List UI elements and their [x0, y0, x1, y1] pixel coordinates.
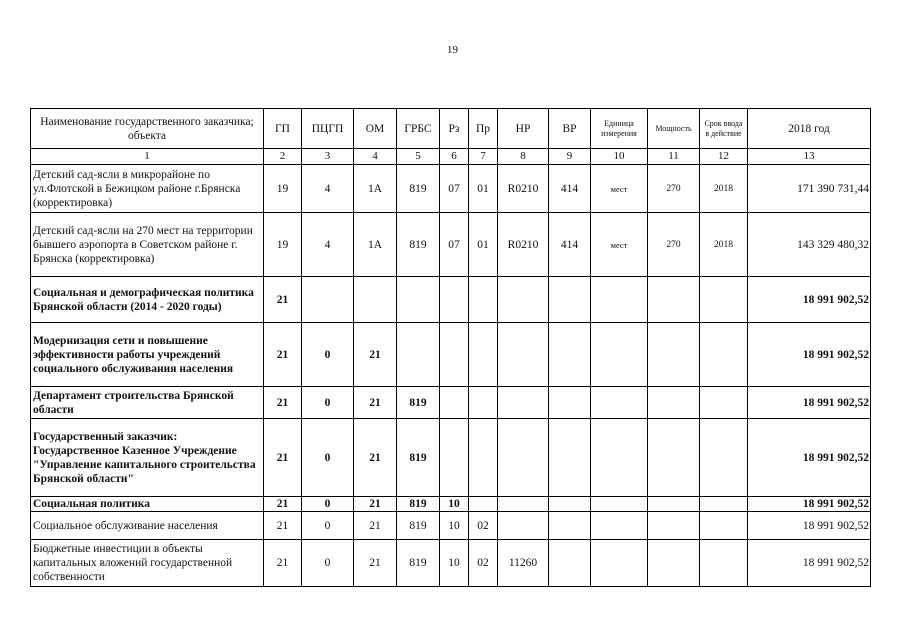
- cell-vr: [549, 387, 591, 419]
- cell-unit: мест: [591, 213, 648, 277]
- cell-rz: [440, 323, 469, 387]
- cell-name: Модернизация сети и повышение эффективности работы учреждений социального обслуживания населения: [31, 323, 264, 387]
- cell-amount: 18 991 902,52: [748, 387, 871, 419]
- column-number: 8: [498, 149, 549, 165]
- header-ppgp: ПЦГП: [302, 109, 354, 149]
- header-gp: ГП: [264, 109, 302, 149]
- cell-gp: 21: [264, 277, 302, 323]
- cell-pr: 02: [469, 512, 498, 540]
- cell-om: 1А: [354, 165, 397, 213]
- cell-vr: [549, 497, 591, 512]
- table-row: [31, 165, 871, 213]
- column-number-row: [31, 149, 871, 165]
- table-row: [31, 387, 871, 419]
- cell-grbs: 819: [397, 213, 440, 277]
- cell-capacity: [648, 540, 700, 587]
- cell-capacity: [648, 419, 700, 497]
- cell-ppgp: 4: [302, 213, 354, 277]
- cell-amount: 18 991 902,52: [748, 497, 871, 512]
- cell-grbs: 819: [397, 512, 440, 540]
- column-number: 6: [440, 149, 469, 165]
- cell-vr: [549, 419, 591, 497]
- column-number: 9: [549, 149, 591, 165]
- budget-table: [30, 108, 871, 587]
- cell-grbs: 819: [397, 387, 440, 419]
- cell-unit: [591, 512, 648, 540]
- cell-capacity: [648, 497, 700, 512]
- header-pr: Пр: [469, 109, 498, 149]
- cell-nr: [498, 512, 549, 540]
- cell-unit: [591, 387, 648, 419]
- cell-capacity: [648, 277, 700, 323]
- cell-unit: [591, 419, 648, 497]
- cell-name: Детский сад-ясли в микрорайоне по ул.Флотской в Бежицком районе г.Брянска (корректировка): [31, 165, 264, 213]
- cell-term: [700, 540, 748, 587]
- cell-gp: 21: [264, 323, 302, 387]
- cell-vr: 414: [549, 213, 591, 277]
- cell-pr: [469, 277, 498, 323]
- cell-ppgp: 0: [302, 387, 354, 419]
- cell-rz: 10: [440, 540, 469, 587]
- cell-om: 21: [354, 540, 397, 587]
- cell-term: 2018: [700, 165, 748, 213]
- cell-name: Социальное обслуживание населения: [31, 512, 264, 540]
- cell-om: 21: [354, 497, 397, 512]
- cell-grbs: 819: [397, 540, 440, 587]
- cell-nr: [498, 419, 549, 497]
- column-number: 4: [354, 149, 397, 165]
- header-vr: ВР: [549, 109, 591, 149]
- cell-nr: R0210: [498, 213, 549, 277]
- column-number: 2: [264, 149, 302, 165]
- cell-ppgp: 0: [302, 512, 354, 540]
- column-number: 12: [700, 149, 748, 165]
- cell-rz: 07: [440, 165, 469, 213]
- header-capacity: Мощность: [648, 109, 700, 149]
- cell-vr: [549, 323, 591, 387]
- cell-gp: 19: [264, 165, 302, 213]
- column-number: 1: [31, 149, 264, 165]
- cell-grbs: 819: [397, 165, 440, 213]
- cell-name: Социальная и демографическая политика Брянской области (2014 - 2020 годы): [31, 277, 264, 323]
- cell-ppgp: 4: [302, 165, 354, 213]
- cell-capacity: 270: [648, 213, 700, 277]
- cell-unit: [591, 497, 648, 512]
- page-number: 19: [447, 44, 458, 56]
- cell-pr: 02: [469, 540, 498, 587]
- cell-rz: 10: [440, 512, 469, 540]
- cell-vr: [549, 512, 591, 540]
- cell-om: 21: [354, 419, 397, 497]
- cell-term: [700, 277, 748, 323]
- cell-om: 21: [354, 512, 397, 540]
- cell-capacity: [648, 512, 700, 540]
- table-body: [31, 149, 871, 587]
- cell-name: Детский сад-ясли на 270 мест на территории бывшего аэропорта в Советском районе г. Брянска (корректировка): [31, 213, 264, 277]
- cell-term: [700, 419, 748, 497]
- column-number: 11: [648, 149, 700, 165]
- cell-amount: 18 991 902,52: [748, 540, 871, 587]
- cell-ppgp: 0: [302, 419, 354, 497]
- cell-rz: 07: [440, 213, 469, 277]
- cell-gp: 21: [264, 387, 302, 419]
- header-nr: НР: [498, 109, 549, 149]
- cell-gp: 21: [264, 419, 302, 497]
- cell-vr: [549, 540, 591, 587]
- cell-rz: [440, 387, 469, 419]
- cell-unit: [591, 540, 648, 587]
- cell-amount: 18 991 902,52: [748, 512, 871, 540]
- cell-pr: [469, 387, 498, 419]
- cell-pr: [469, 323, 498, 387]
- cell-pr: 01: [469, 165, 498, 213]
- cell-amount: 171 390 731,44: [748, 165, 871, 213]
- cell-capacity: [648, 323, 700, 387]
- table-row: [31, 213, 871, 277]
- cell-amount: 143 329 480,32: [748, 213, 871, 277]
- cell-gp: 21: [264, 540, 302, 587]
- header-om: ОМ: [354, 109, 397, 149]
- cell-nr: [498, 277, 549, 323]
- cell-name: Государственный заказчик: Государственное Казенное Учреждение "Управление капитального строительства Брянской области": [31, 419, 264, 497]
- cell-om: 21: [354, 387, 397, 419]
- table-row: [31, 497, 871, 512]
- cell-om: 21: [354, 323, 397, 387]
- cell-rz: [440, 277, 469, 323]
- cell-nr: 11260: [498, 540, 549, 587]
- header-unit: Единица измерения: [591, 109, 648, 149]
- header-grbs: ГРБС: [397, 109, 440, 149]
- cell-grbs: 819: [397, 419, 440, 497]
- cell-gp: 19: [264, 213, 302, 277]
- column-number: 10: [591, 149, 648, 165]
- header-year: 2018 год: [748, 109, 871, 149]
- header-row: [31, 109, 871, 149]
- cell-gp: 21: [264, 497, 302, 512]
- column-number: 13: [748, 149, 871, 165]
- cell-term: 2018: [700, 213, 748, 277]
- cell-amount: 18 991 902,52: [748, 419, 871, 497]
- header-rz: Рз: [440, 109, 469, 149]
- cell-capacity: [648, 387, 700, 419]
- table-row: [31, 323, 871, 387]
- column-number: 5: [397, 149, 440, 165]
- cell-name: Социальная политика: [31, 497, 264, 512]
- cell-ppgp: 0: [302, 497, 354, 512]
- table-row: [31, 277, 871, 323]
- cell-term: [700, 512, 748, 540]
- cell-term: [700, 387, 748, 419]
- cell-om: [354, 277, 397, 323]
- cell-nr: R0210: [498, 165, 549, 213]
- cell-vr: [549, 277, 591, 323]
- cell-pr: [469, 419, 498, 497]
- cell-capacity: 270: [648, 165, 700, 213]
- cell-ppgp: 0: [302, 323, 354, 387]
- cell-grbs: [397, 277, 440, 323]
- cell-vr: 414: [549, 165, 591, 213]
- cell-name: Бюджетные инвестиции в объекты капитальных вложений государственной собственности: [31, 540, 264, 587]
- cell-amount: 18 991 902,52: [748, 323, 871, 387]
- cell-name: Департамент строительства Брянской области: [31, 387, 264, 419]
- cell-pr: [469, 497, 498, 512]
- cell-pr: 01: [469, 213, 498, 277]
- cell-nr: [498, 387, 549, 419]
- header-term: Срок ввода в действие: [700, 109, 748, 149]
- cell-gp: 21: [264, 512, 302, 540]
- cell-unit: мест: [591, 165, 648, 213]
- cell-grbs: 819: [397, 497, 440, 512]
- cell-ppgp: 0: [302, 540, 354, 587]
- cell-rz: [440, 419, 469, 497]
- cell-om: 1А: [354, 213, 397, 277]
- cell-nr: [498, 497, 549, 512]
- table-row: [31, 419, 871, 497]
- column-number: 3: [302, 149, 354, 165]
- cell-amount: 18 991 902,52: [748, 277, 871, 323]
- cell-term: [700, 323, 748, 387]
- cell-unit: [591, 323, 648, 387]
- header-name: Наименование государственного заказчика; объекта: [31, 109, 264, 149]
- cell-term: [700, 497, 748, 512]
- cell-nr: [498, 323, 549, 387]
- cell-unit: [591, 277, 648, 323]
- cell-grbs: [397, 323, 440, 387]
- cell-ppgp: [302, 277, 354, 323]
- column-number: 7: [469, 149, 498, 165]
- cell-rz: 10: [440, 497, 469, 512]
- table-row: [31, 512, 871, 540]
- table-row: [31, 540, 871, 587]
